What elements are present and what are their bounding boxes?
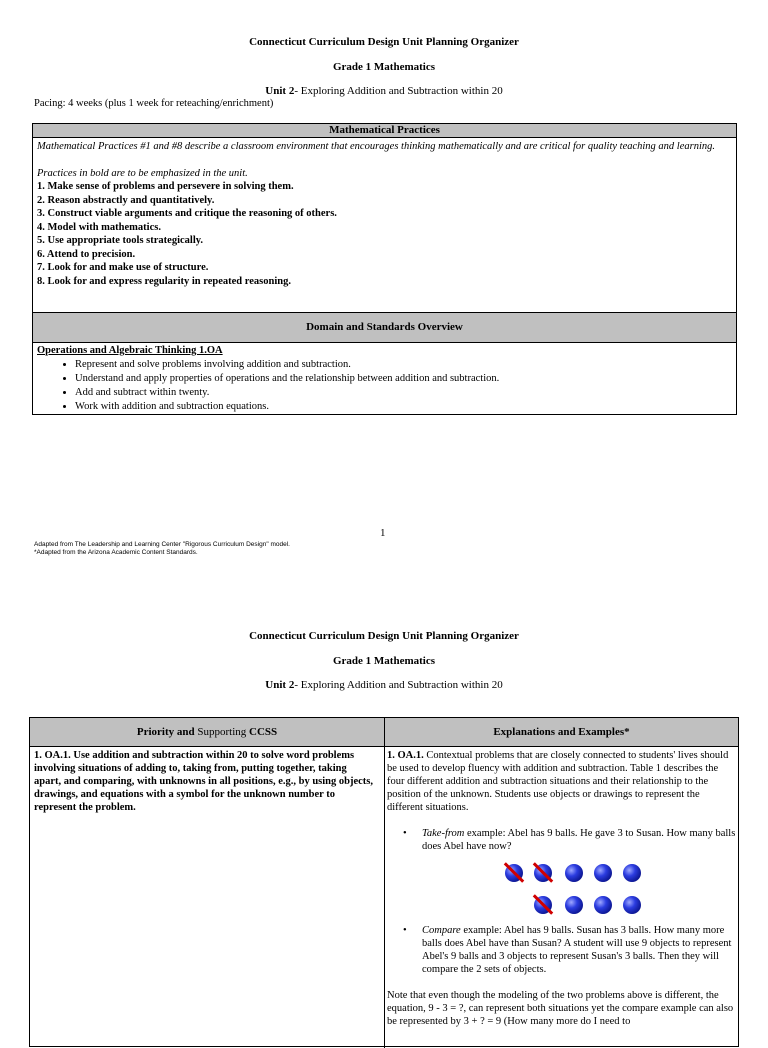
page2-unit-line [0, 679, 768, 691]
practices-intro: Mathematical Practices #1 and #8 describe a classroom environment that encourages thinking mathematically and are critical for quality teaching and learning. [37, 141, 716, 152]
domain-header: Domain and Standards Overview [33, 313, 736, 343]
page1-grade: Grade 1 Mathematics [332, 61, 436, 73]
practice-item: 4. Model with mathematics. [37, 221, 161, 233]
ball-icon [594, 864, 612, 882]
explanation-cell-lower [384, 924, 738, 1028]
practice-item: 6. Attend to precision. [37, 248, 136, 260]
domain-bullet-list [37, 358, 732, 414]
explanation-label: 1. OA.1. [387, 750, 424, 761]
footnote: Adapted from The Leadership and Learning Center "Rigorous Curriculum Design" model. [34, 541, 290, 548]
page2-unit-name: - Exploring Addition and Subtraction within 20 [294, 679, 503, 691]
explanation-paragraph [387, 749, 736, 814]
col1-header [30, 726, 384, 738]
ball-icon [565, 896, 583, 914]
example-take-from [387, 827, 736, 853]
bullet-icon: • [403, 828, 407, 839]
ball-icon [594, 896, 612, 914]
footnote: *Adapted from the Arizona Academic Content Standards. [34, 549, 198, 556]
domain-bullet: • Add and subtract within twenty. [75, 386, 732, 400]
domain-subheading: Operations and Algebraic Thinking 1.OA [37, 345, 223, 356]
domain-bullet: • Represent and solve problems involving addition and subtraction. [75, 358, 732, 372]
page-number: 1 [380, 527, 386, 539]
practice-item: 1. Make sense of problems and persevere in solving them. [37, 181, 294, 192]
bullet-icon: • [403, 925, 407, 936]
page1-unit-line [0, 85, 768, 97]
practices-note: Practices in bold are to be emphasized in the unit. [37, 167, 248, 179]
practice-item: 2. Reason abstractly and quantitatively. [37, 194, 215, 206]
example2-text: example: Abel has 9 balls. Susan has 3 balls. How many more balls does Abel have than Susan? A student will use 9 objects to represent Abel's 9 balls and 3 objects to represent Susan's 3 balls. Then they will compare the 2 sets of objects. [422, 925, 732, 975]
col1-header-bold: Priority and [136, 726, 198, 738]
page1-title: Connecticut Curriculum Design Unit Planning Organizer [249, 36, 519, 48]
domain-bullet: • Understand and apply properties of operations and the relationship between addition and subtraction. [75, 372, 732, 386]
practices-box [32, 123, 737, 313]
standard-text: 1. OA.1. Use addition and subtraction within 20 to solve word problems involving situations of adding to, taking from, putting together, taking apart, and comparing, with unknowns in all positions, e.g., by using objects, drawings, and equations with a symbol for the unknown number to represent the problem. [34, 750, 373, 813]
balls-illustration [505, 864, 645, 916]
practice-item: 5. Use appropriate tools strategically. [37, 235, 204, 246]
example-compare [387, 924, 736, 976]
example2-label: Compare [422, 925, 461, 936]
practice-item: 3. Construct viable arguments and critique the reasoning of others. [37, 208, 337, 219]
page1-unit-label: Unit 2 [265, 85, 295, 97]
example1-label: Take-from [422, 828, 465, 839]
ball-icon [565, 864, 583, 882]
domain-box [32, 312, 737, 415]
domain-bullet: • Work with addition and subtraction equations. [75, 400, 732, 414]
page1-unit-name: - Exploring Addition and Subtraction within 20 [294, 85, 503, 97]
practices-header: Mathematical Practices [33, 124, 736, 138]
practice-item: 7. Look for and make use of structure. [37, 262, 209, 273]
practice-item: 8. Look for and express regularity in repeated reasoning. [37, 275, 291, 287]
col1-header-plain: Supporting [197, 726, 250, 738]
page1-pacing: Pacing: 4 weeks (plus 1 week for reteaching/enrichment) [34, 98, 274, 109]
col2-header: Explanations and Examples* [493, 726, 630, 738]
page2-unit-label: Unit 2 [265, 679, 295, 691]
ball-icon [623, 864, 641, 882]
page2-title: Connecticut Curriculum Design Unit Planning Organizer [249, 630, 519, 642]
closing-paragraph: Note that even though the modeling of the two problems above is different, the equation, 9 - 3 = ?, can represent both situations yet the compare example can also be represented by 3 + ? = 9 (How many more do I need to [387, 990, 734, 1027]
ball-icon [623, 896, 641, 914]
ccss-table [29, 717, 739, 1047]
example1-text: example: Abel has 9 balls. He gave 3 to Susan. How many balls does Abel have now? [422, 828, 736, 852]
explanation-cell [384, 749, 738, 853]
col1-header-end: CCSS [249, 726, 278, 738]
page2-grade: Grade 1 Mathematics [332, 655, 436, 667]
explanation-text: Contextual problems that are closely connected to students' lives should be used to develop fluency with addition and subtraction. Table 1 describes the four different addition and subtraction situations and their relationship to the position of the unknown. Students use objects or drawings to represent the different situations. [387, 750, 729, 813]
